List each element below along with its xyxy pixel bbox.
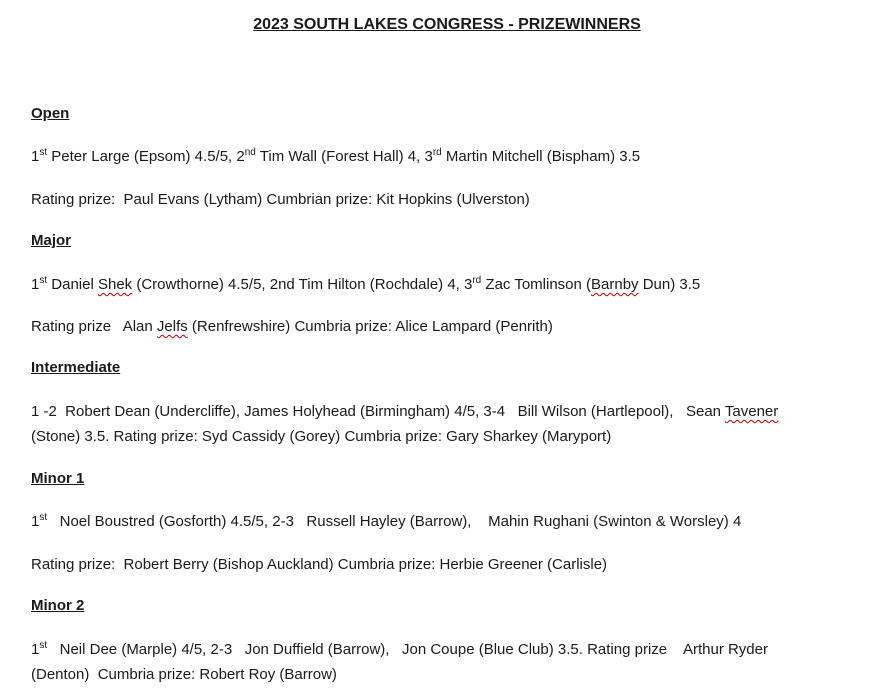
intermediate-winners-line2: (Stone) 3.5. Rating prize: Syd Cassidy (Gorey) Cumbria prize: Gary Sharkey (Maryport) <box>31 428 612 445</box>
open-winners: 1st Peter Large (Epsom) 4.5/5, 2nd Tim Wall (Forest Hall) 4, 3rd Martin Mitchell (Bispham) 3.5 <box>31 147 641 165</box>
document-title: 2023 SOUTH LAKES CONGRESS - PRIZEWINNERS <box>253 16 641 33</box>
major-prizes: Rating prize Alan Jelfs (Renfrewshire) Cumbria prize: Alice Lampard (Penrith) <box>31 318 553 335</box>
section-heading-open: Open <box>31 105 70 122</box>
minor1-prizes: Rating prize: Robert Berry (Bishop Auckland) Cumbria prize: Herbie Greener (Carlisle) <box>31 556 608 573</box>
minor1-winners: 1st Noel Boustred (Gosforth) 4.5/5, 2-3 Russell Hayley (Barrow), Mahin Rughani (Swinton & Worsley) 4 <box>31 512 742 530</box>
section-heading-minor1: Minor 1 <box>31 470 85 487</box>
minor2-winners-line2: (Denton) Cumbria prize: Robert Roy (Barrow) <box>31 666 337 683</box>
section-heading-major: Major <box>31 232 72 249</box>
section-heading-intermediate: Intermediate <box>31 359 121 376</box>
minor2-winners-line1: 1st Neil Dee (Marple) 4/5, 2-3 Jon Duffield (Barrow), Jon Coupe (Blue Club) 3.5. Rating prize Arthur Ryder <box>31 640 768 658</box>
major-winners: 1st Daniel Shek (Crowthorne) 4.5/5, 2nd Tim Hilton (Rochdale) 4, 3rd Zac Tomlinson (Barnby Dun) 3.5 <box>31 275 701 293</box>
open-prizes: Rating prize: Paul Evans (Lytham) Cumbrian prize: Kit Hopkins (Ulverston) <box>31 191 530 208</box>
section-heading-minor2: Minor 2 <box>31 597 85 614</box>
intermediate-winners-line1: 1 -2 Robert Dean (Undercliffe), James Holyhead (Birmingham) 4/5, 3-4 Bill Wilson (Hartlepool), Sean Tavener <box>31 403 779 420</box>
